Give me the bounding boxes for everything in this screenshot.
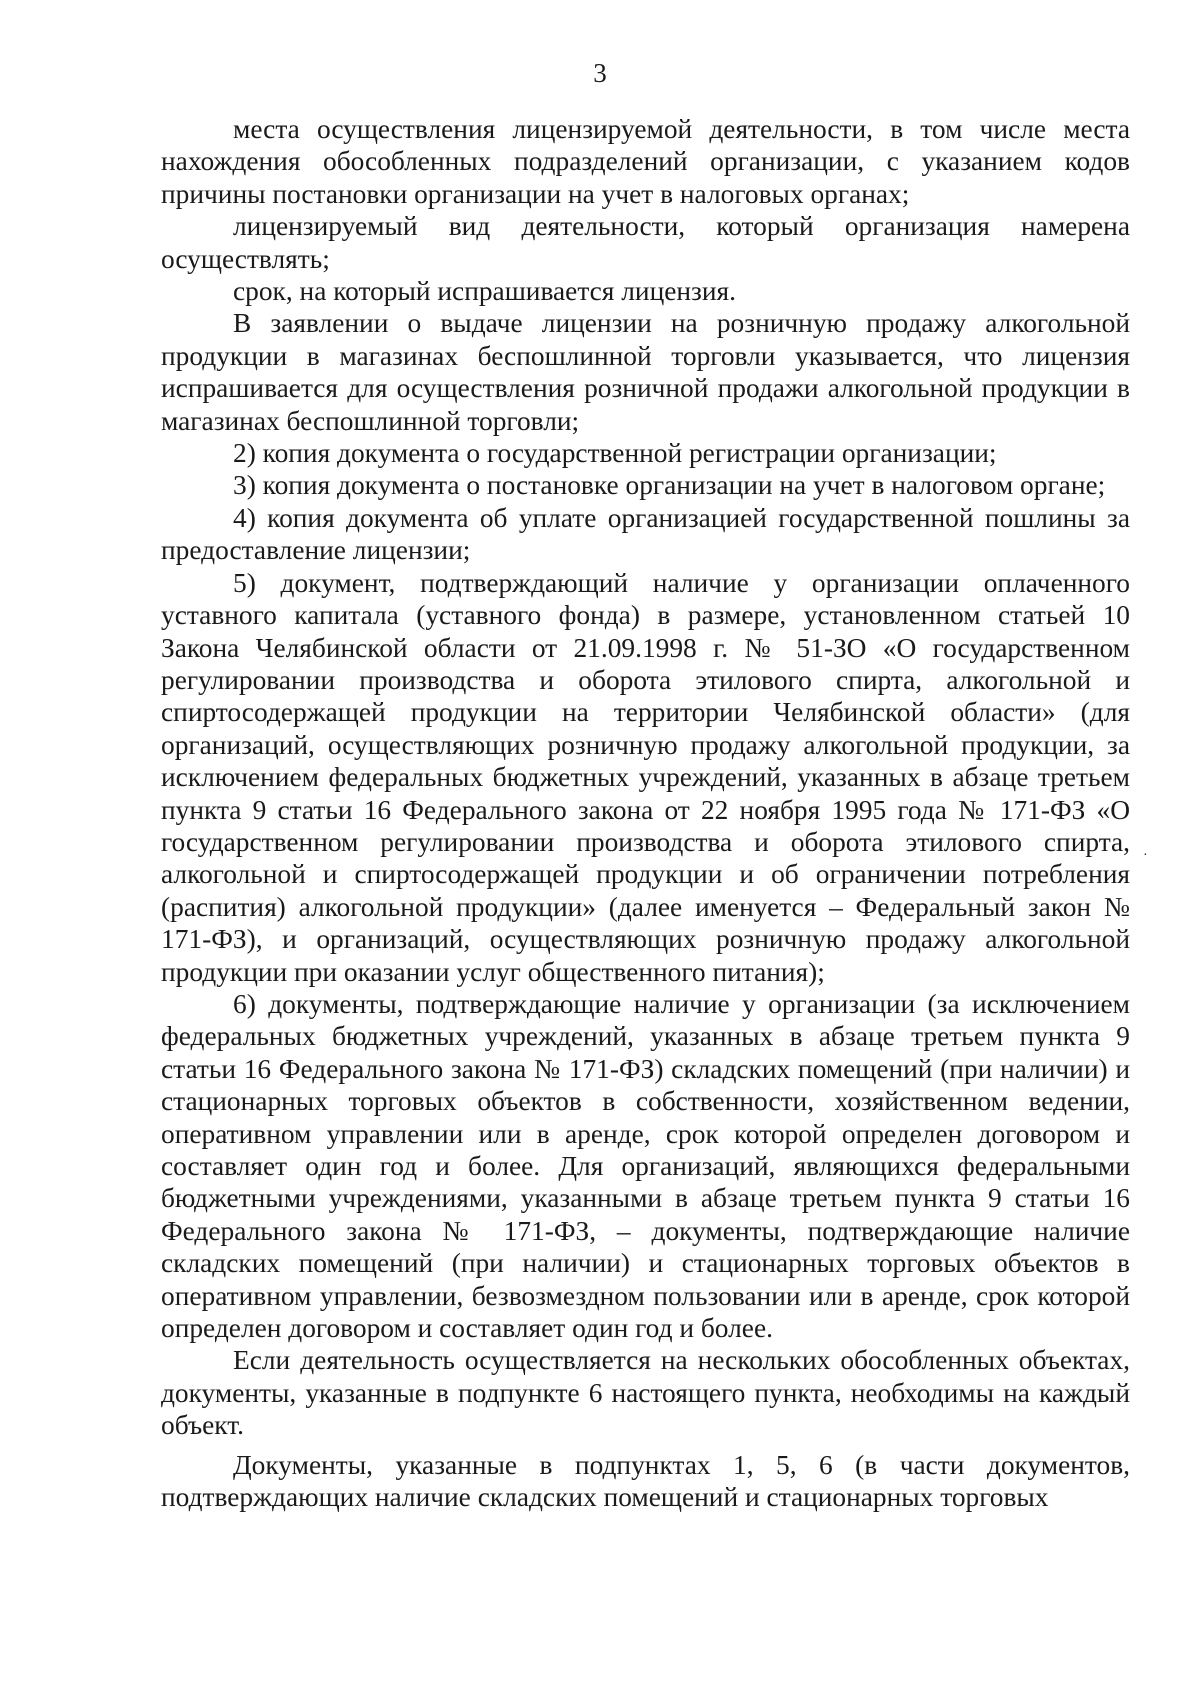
page-number: 3 (593, 58, 607, 88)
paragraph-license-locations: места осуществления лицензируемой деятельности, в том числе места нахождения обособленных подразделений организации, с указанием кодов причины постановки организации на учет в налоговых органах; (161, 114, 1130, 209)
scan-dot-mark: · (1143, 848, 1148, 863)
paragraph-multiple-objects: Если деятельность осуществляется на нескольких обособленных объектах, документы, указанные в подпункте 6 настоящего пункта, необходимы на каждый объект. (161, 1345, 1130, 1441)
paragraph-license-term: срок, на который испрашивается лицензия. (233, 276, 736, 307)
list-item-2-registration-copy: 2) копия документа о государственной регистрации организации; (233, 438, 997, 469)
paragraph-duty-free-application: В заявлении о выдаче лицензии на розничную продажу алкогольной продукции в магазинах беспошлинной торговли указывается, что лицензия испрашивается для осуществления розничной продажи алкогольной продукции в магазинах беспошлинной торговли; (161, 308, 1130, 436)
list-item-3-tax-registration-copy: 3) копия документа о постановке организации на учет в налоговом органе; (233, 470, 1106, 501)
list-item-6-premises-documents: 6) документы, подтверждающие наличие у организации (за исключением федеральных бюджетных учреждений, указанных в абзаце третьем пункта 9 статьи 16 Федерального закона № 171-ФЗ) складских помещений (при наличии) и стационарных торговых объектов в собственности, хозяйственном ведении, оперативном управлении или в аренде, срок которой определен договором и составляет один год и более. Для организаций, являющихся федеральными бюджетными учреждениями, указанными в абзаце третьем пункта 9 статьи 16 Федерального закона № 171-ФЗ, – документы, подтверждающие наличие складских помещений (при наличии) и стационарных торговых объектов в оперативном управлении, безвозмездном пользовании или в аренде, срок которой определен договором и составляет один год и более. (161, 988, 1130, 1344)
paragraph-license-activity-type: лицензируемый вид деятельности, который организация намерена осуществлять; (161, 211, 1130, 274)
paragraph-documents-subpoints: Документы, указанные в подпунктах 1, 5, 6 (в части документов, подтверждающих наличие складских помещений и стационарных торговых (161, 1449, 1130, 1513)
list-item-5-authorized-capital: 5) документ, подтверждающий наличие у организации оплаченного уставного капитала (уставного фонда) в размере, установленном статьей 10 Закона Челябинской области от 21.09.1998 г. № 51-ЗО «О государственном регулировании производства и оборота этилового спирта, алкогольной и спиртосодержащей продукции на территории Челябинской области» (для организаций, осуществляющих розничную продажу алкогольной продукции, за исключением федеральных бюджетных учреждений, указанных в абзаце третьем пункта 9 статьи 16 Федерального закона от 22 ноября 1995 года № 171-ФЗ «О государственном регулировании производства и оборота этилового спирта, алкогольной и спиртосодержащей продукции и об ограничении потребления (распития) алкогольной продукции» (далее именуется – Федеральный закон № 171-ФЗ), и организаций, осуществляющих розничную продажу алкогольной продукции при оказании услуг общественного питания); (161, 567, 1130, 987)
list-item-4-state-duty-copy: 4) копия документа об уплате организацией государственной пошлины за предоставление лицензии; (161, 502, 1130, 566)
document-body (161, 113, 1130, 1513)
